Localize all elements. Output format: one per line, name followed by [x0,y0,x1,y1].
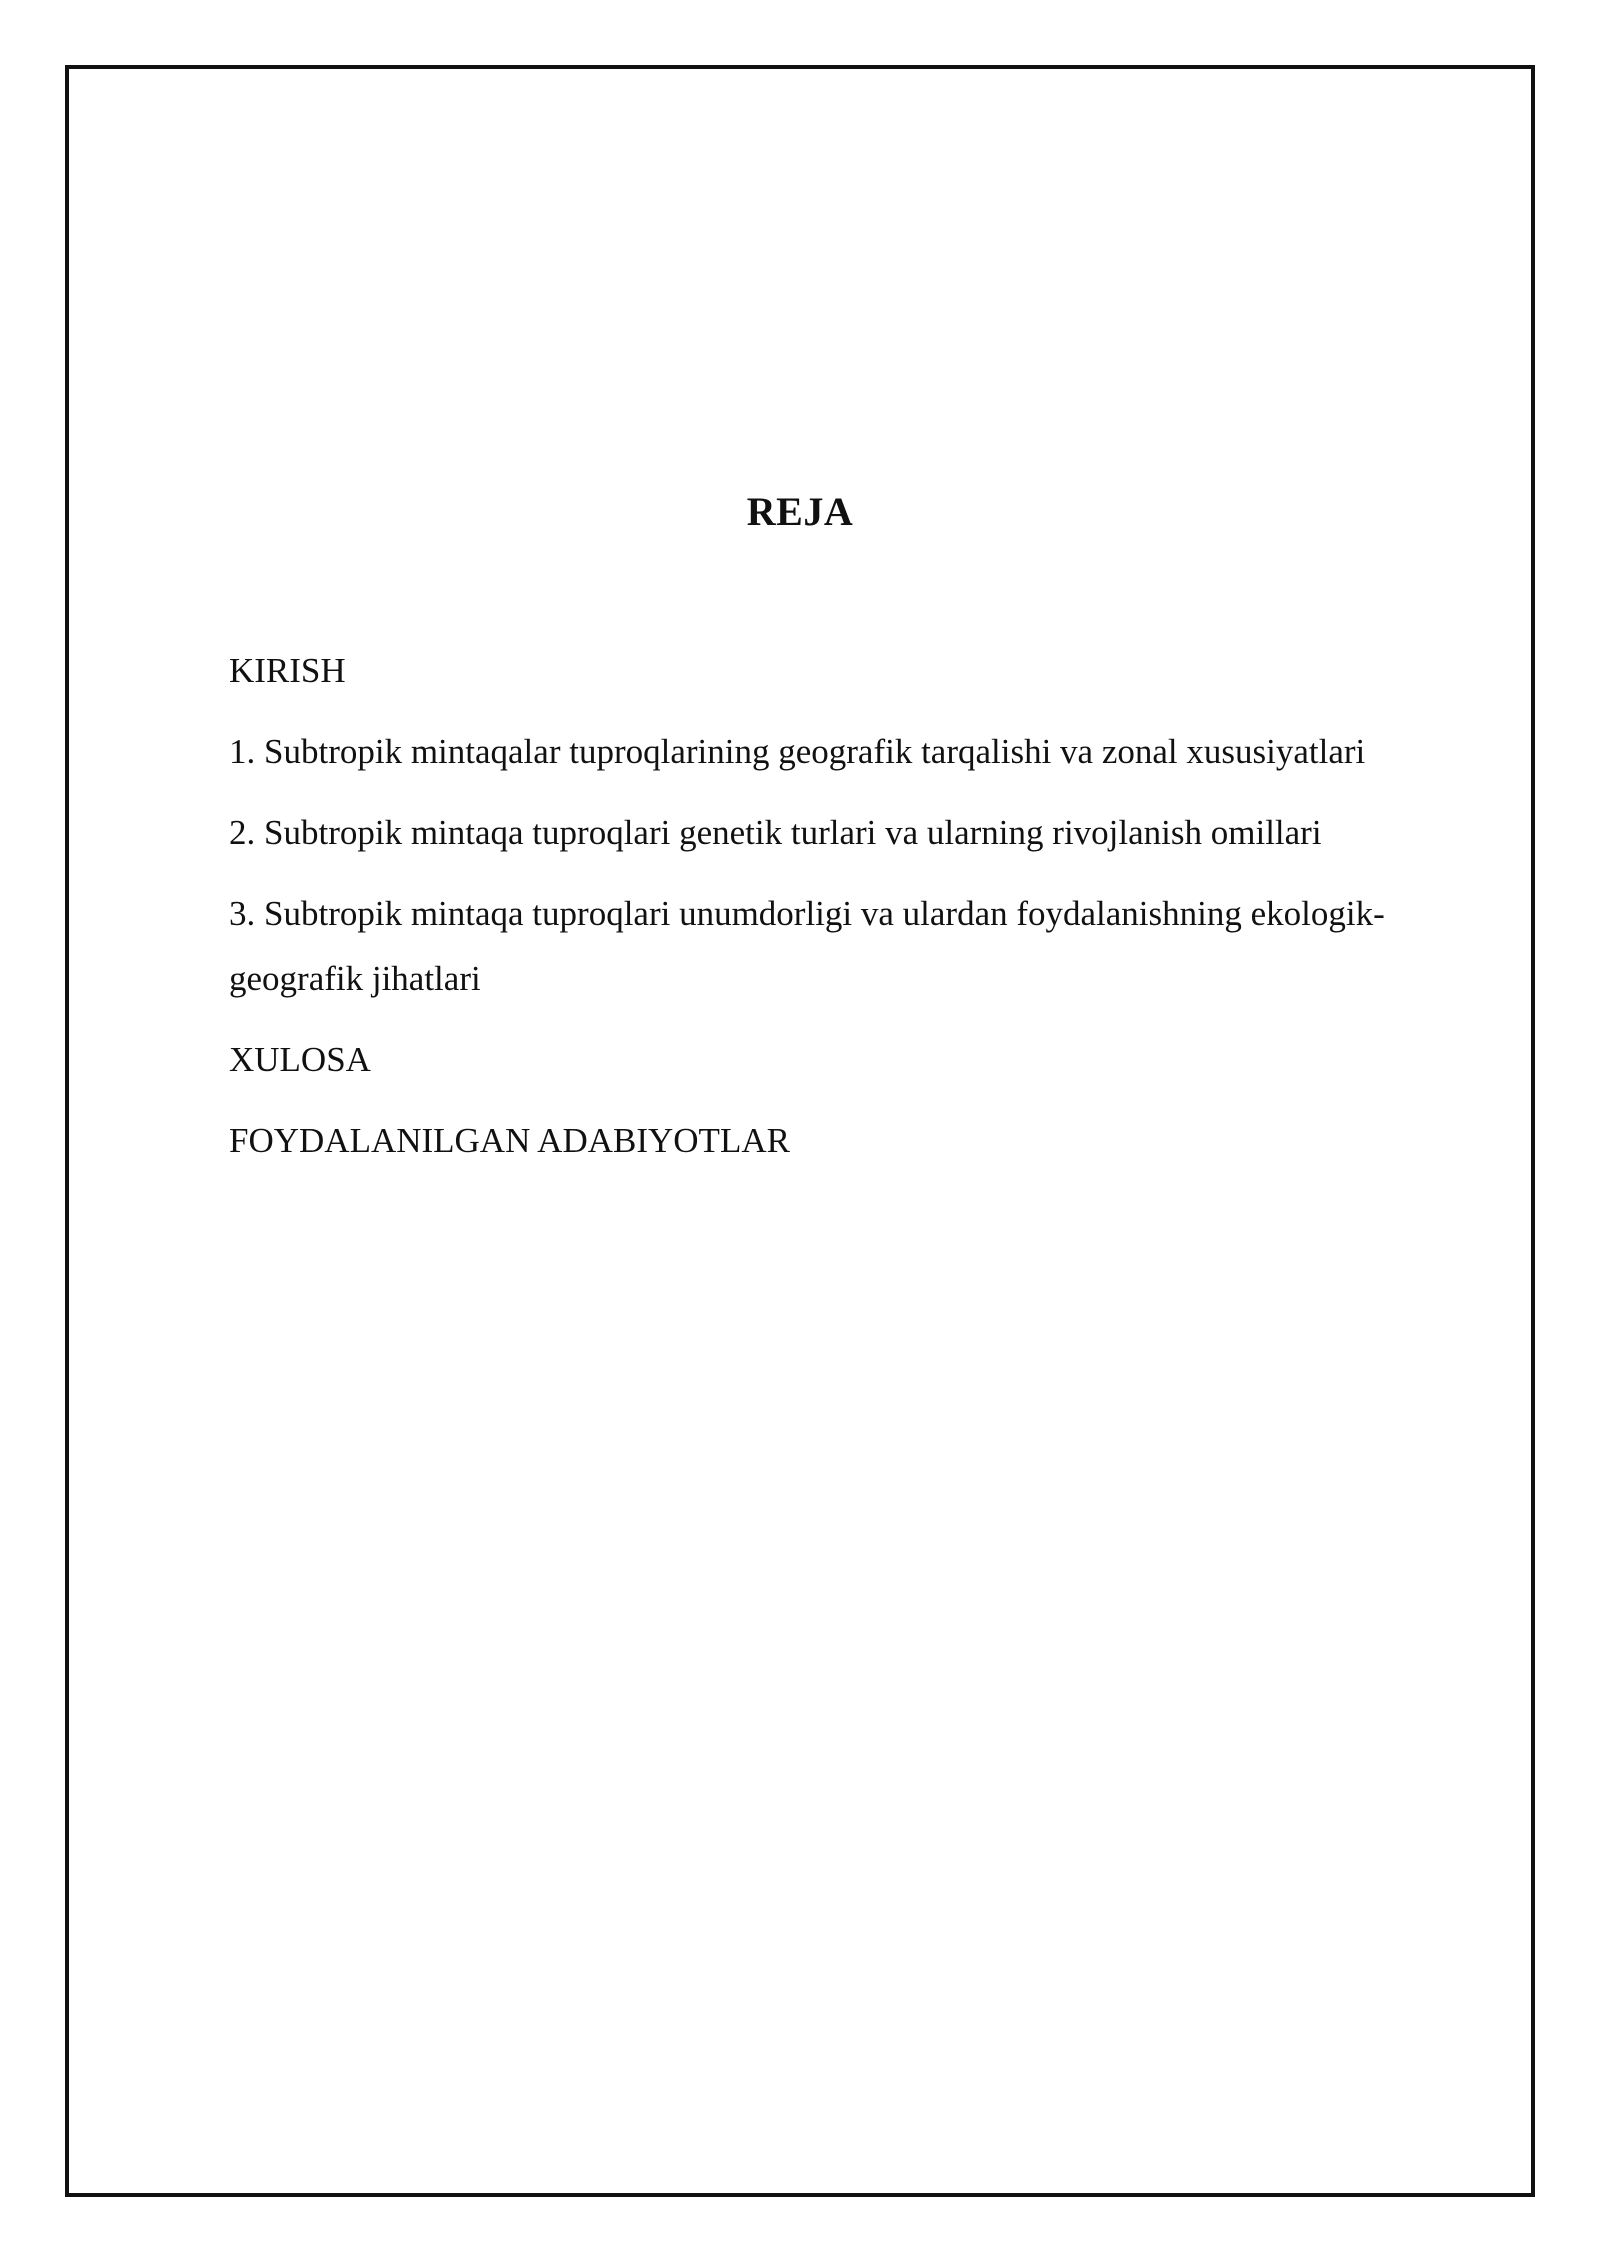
plan-item-references: FOYDALANILGAN ADABIYOTLAR [229,1121,790,1160]
plan-item-2: 2. Subtropik mintaqa tuproqlari genetik turlari va ularning rivojlanish omillari [229,813,1322,852]
plan-item-3: 3. Subtropik mintaqa tuproqlari unumdorligi va ulardan foydalanishning ekologik-geografik jihatlari [229,894,1385,998]
plan-item-conclusion: XULOSA [229,1040,371,1079]
plan-item-introduction: KIRISH [229,651,346,690]
plan-item-1: 1. Subtropik mintaqalar tuproqlarining geografik tarqalishi va zonal xususiyatlari [229,732,1366,771]
page-title: REJA [746,488,854,534]
plan-list [229,638,1484,1189]
